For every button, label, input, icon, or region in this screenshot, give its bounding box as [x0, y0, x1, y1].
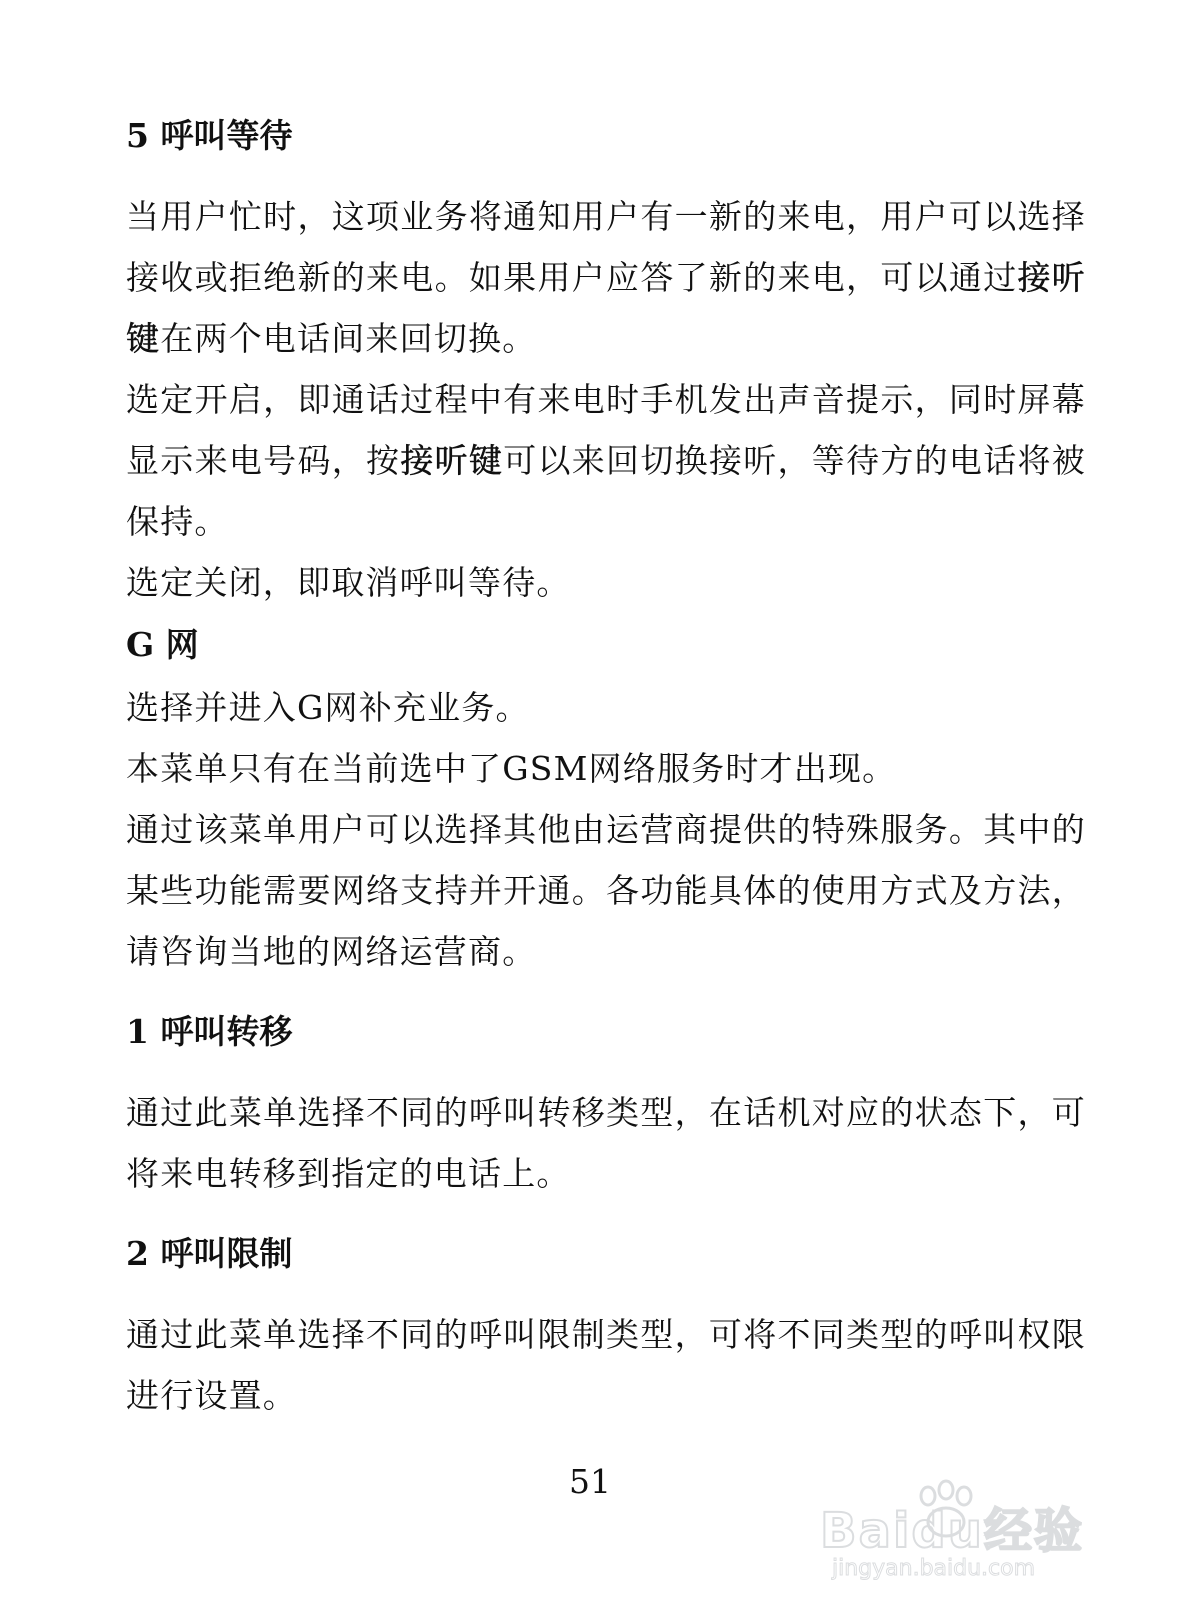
- section-heading-call-waiting: 5 呼叫等待: [126, 116, 293, 155]
- g-network-paragraph-2: 本菜单只有在当前选中了GSM网络服务时才出现。: [126, 749, 897, 788]
- g-network-paragraph-3: 通过该菜单用户可以选择其他由运营商提供的特殊服务。其中的某些功能需要网络支持并开通。各功能具体的使用方式及方法，请咨询当地的网络运营商。: [126, 810, 1086, 971]
- call-waiting-p1-text: 当用户忙时，这项业务将通知用户有一新的来电，用户可以选择接收或拒绝新的来电。如果用户应答了新的来电，可以通过: [126, 197, 1086, 297]
- call-waiting-paragraph-1: [126, 186, 1086, 369]
- call-waiting-p2-tail: 可以来回切换接听，等待方的电话将被保持。: [126, 441, 1086, 541]
- call-waiting-p1-tail: 在两个电话间来回切换。: [160, 319, 537, 358]
- section-heading-call-barring: 2 呼叫限制: [126, 1234, 293, 1273]
- section-heading-g-network: G 网: [126, 625, 199, 664]
- answer-key-term: 接听键: [126, 258, 1087, 358]
- call-waiting-paragraph-2: [126, 369, 1086, 552]
- g-network-paragraph-1: 选择并进入G网补充业务。: [126, 688, 530, 727]
- call-forwarding-paragraph: 通过此菜单选择不同的呼叫转移类型，在话机对应的状态下，可将来电转移到指定的电话上。: [126, 1093, 1086, 1193]
- document-page: [126, 104, 1086, 1426]
- page-number: 51: [569, 1462, 611, 1501]
- answer-key-term: 接听键: [400, 441, 504, 480]
- watermark-brand: Baidu经验: [820, 1503, 1084, 1559]
- baidu-watermark: [820, 1482, 1150, 1592]
- call-barring-paragraph: 通过此菜单选择不同的呼叫限制类型，可将不同类型的呼叫权限进行设置。: [126, 1315, 1086, 1415]
- call-waiting-paragraph-3: 选定关闭，即取消呼叫等待。: [126, 563, 571, 602]
- call-waiting-p2-text: 选定开启，即通话过程中有来电时手机发出声音提示，同时屏幕显示来电号码，按: [126, 380, 1086, 480]
- section-heading-call-forwarding: 1 呼叫转移: [126, 1012, 293, 1051]
- watermark-url: jingyan.baidu.com: [832, 1556, 1036, 1581]
